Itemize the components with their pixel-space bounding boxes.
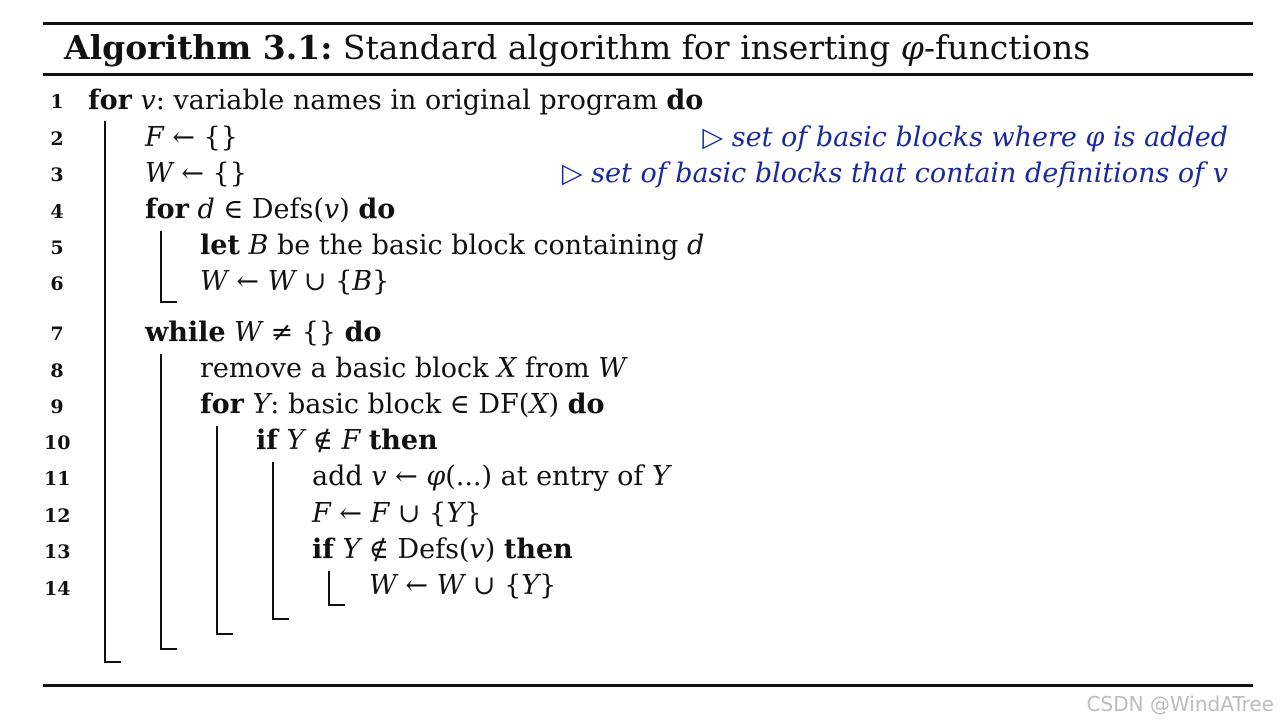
code-text: remove a basic block — [200, 353, 498, 384]
code-text: ← — [330, 498, 371, 529]
code-text: add — [312, 461, 372, 492]
code-line-7 — [145, 316, 382, 350]
code-text: } — [539, 570, 557, 601]
algorithm-title-suffix: -functions — [923, 28, 1091, 67]
var-Y: Y — [252, 389, 271, 420]
var-X: X — [529, 389, 549, 420]
block-bar-while — [160, 354, 162, 650]
comment-text: set of basic blocks that contain definitions of — [591, 158, 1213, 189]
keyword-do: do — [344, 317, 382, 348]
line-number: 5 — [50, 237, 64, 259]
var-v: v — [469, 534, 485, 565]
code-text: ) — [484, 534, 504, 565]
algorithm-title-symbol: φ — [900, 28, 924, 67]
code-text: ← — [396, 570, 437, 601]
var-W: W — [145, 158, 173, 189]
line-number: 6 — [50, 273, 64, 295]
keyword-while: while — [145, 317, 226, 348]
bottom-rule — [43, 684, 1253, 687]
code-text: ∪ { — [389, 498, 447, 529]
code-line-13 — [312, 533, 573, 567]
var-W: W — [369, 570, 397, 601]
comment-marker: ▷ — [702, 122, 732, 153]
line-number: 1 — [50, 91, 64, 113]
block-bar-if-f — [272, 462, 274, 620]
code-line-5 — [200, 229, 704, 263]
code-text: } — [372, 266, 390, 297]
var-Y: Y — [521, 570, 540, 601]
block-end-if-defs — [328, 604, 345, 606]
code-line-12 — [312, 497, 481, 531]
block-bar-for-d — [160, 231, 162, 303]
code-text: ← — [386, 461, 427, 492]
var-W: W — [598, 353, 626, 384]
keyword-then: then — [503, 534, 573, 565]
comment-symbol: v — [1212, 158, 1228, 189]
var-B: B — [352, 266, 373, 297]
code-line-8 — [200, 352, 626, 386]
var-Y: Y — [651, 461, 670, 492]
var-W: W — [200, 266, 228, 297]
line-number: 9 — [50, 396, 64, 418]
var-X: X — [497, 353, 517, 384]
code-line-2 — [145, 121, 238, 155]
var-Y: Y — [342, 534, 361, 565]
keyword-do: do — [666, 85, 704, 116]
code-line-6 — [200, 265, 389, 299]
code-text: ← — [227, 266, 268, 297]
block-bar-for-v — [104, 121, 106, 663]
keyword-do: do — [567, 389, 605, 420]
code-text: : basic block ∈ DF( — [270, 389, 530, 420]
keyword-then: then — [368, 425, 438, 456]
code-text: ← {} — [163, 122, 238, 153]
code-text: ∪ { — [464, 570, 522, 601]
code-text: ← {} — [172, 158, 247, 189]
block-end-if-f — [272, 618, 289, 620]
keyword-if: if — [312, 534, 334, 565]
code-text: be the basic block containing — [268, 230, 688, 261]
keyword-for: for — [200, 389, 244, 420]
algorithm-label: Algorithm 3.1: — [64, 28, 333, 67]
var-d: d — [687, 230, 705, 261]
line-number: 12 — [44, 505, 71, 527]
code-line-1 — [88, 84, 703, 118]
comment-symbol: φ — [1085, 122, 1105, 153]
keyword-if: if — [256, 425, 278, 456]
code-line-11 — [312, 460, 670, 494]
comment-line-3 — [562, 157, 1228, 191]
keyword-for: for — [88, 85, 132, 116]
block-end-for-d — [160, 301, 177, 303]
comment-marker: ▷ — [561, 158, 592, 189]
watermark: CSDN @WindATree — [1086, 692, 1274, 716]
symbol-phi: φ — [426, 461, 446, 492]
line-number: 7 — [50, 323, 64, 345]
var-v: v — [140, 85, 156, 116]
comment-text: is added — [1104, 122, 1228, 153]
line-number: 11 — [44, 468, 71, 490]
var-W: W — [267, 266, 296, 297]
code-text: (...) at entry of — [445, 461, 652, 492]
code-text: ∈ Defs( — [214, 194, 324, 225]
var-B: B — [248, 230, 269, 261]
code-text: : variable names in original program — [155, 85, 667, 116]
var-W: W — [234, 317, 262, 348]
code-text: ∉ — [304, 425, 342, 456]
block-end-while — [160, 648, 177, 650]
comment-line-2 — [702, 121, 1228, 155]
keyword-do: do — [358, 194, 396, 225]
keyword-for: for — [145, 194, 189, 225]
block-end-for-v — [104, 661, 121, 663]
code-text: from — [516, 353, 599, 384]
code-text: ) — [339, 194, 359, 225]
var-F: F — [312, 498, 331, 529]
top-rule — [43, 22, 1253, 25]
code-line-14 — [369, 569, 556, 603]
keyword-let: let — [200, 230, 240, 261]
var-W: W — [436, 570, 465, 601]
var-Y: Y — [446, 498, 465, 529]
line-number: 8 — [50, 360, 64, 382]
var-Y: Y — [286, 425, 305, 456]
code-text: ) — [548, 389, 568, 420]
var-d: d — [197, 194, 215, 225]
code-line-10 — [256, 424, 438, 458]
algorithm-title — [64, 27, 1090, 69]
line-number: 2 — [50, 128, 64, 150]
algorithm-title-text: Standard algorithm for inserting — [342, 28, 901, 67]
comment-text: set of basic blocks where — [731, 122, 1086, 153]
code-text: ∪ { — [295, 266, 353, 297]
line-number: 10 — [44, 432, 71, 454]
header-rule — [43, 73, 1253, 76]
code-text: ≠ {} — [261, 317, 345, 348]
code-line-4 — [145, 193, 395, 227]
block-bar-for-y — [216, 426, 218, 635]
line-number: 13 — [44, 541, 71, 563]
var-F: F — [370, 498, 390, 529]
block-end-for-y — [216, 633, 233, 635]
code-line-9 — [200, 388, 605, 422]
var-v: v — [323, 194, 340, 225]
var-v: v — [371, 461, 387, 492]
code-text: } — [464, 498, 482, 529]
block-bar-if-defs — [328, 571, 330, 606]
var-F: F — [145, 122, 164, 153]
code-line-3 — [145, 157, 247, 191]
code-text: ∉ Defs( — [360, 534, 470, 565]
line-number: 3 — [50, 164, 64, 186]
var-F: F — [341, 425, 361, 456]
line-number: 14 — [44, 578, 71, 600]
line-number: 4 — [50, 201, 64, 223]
